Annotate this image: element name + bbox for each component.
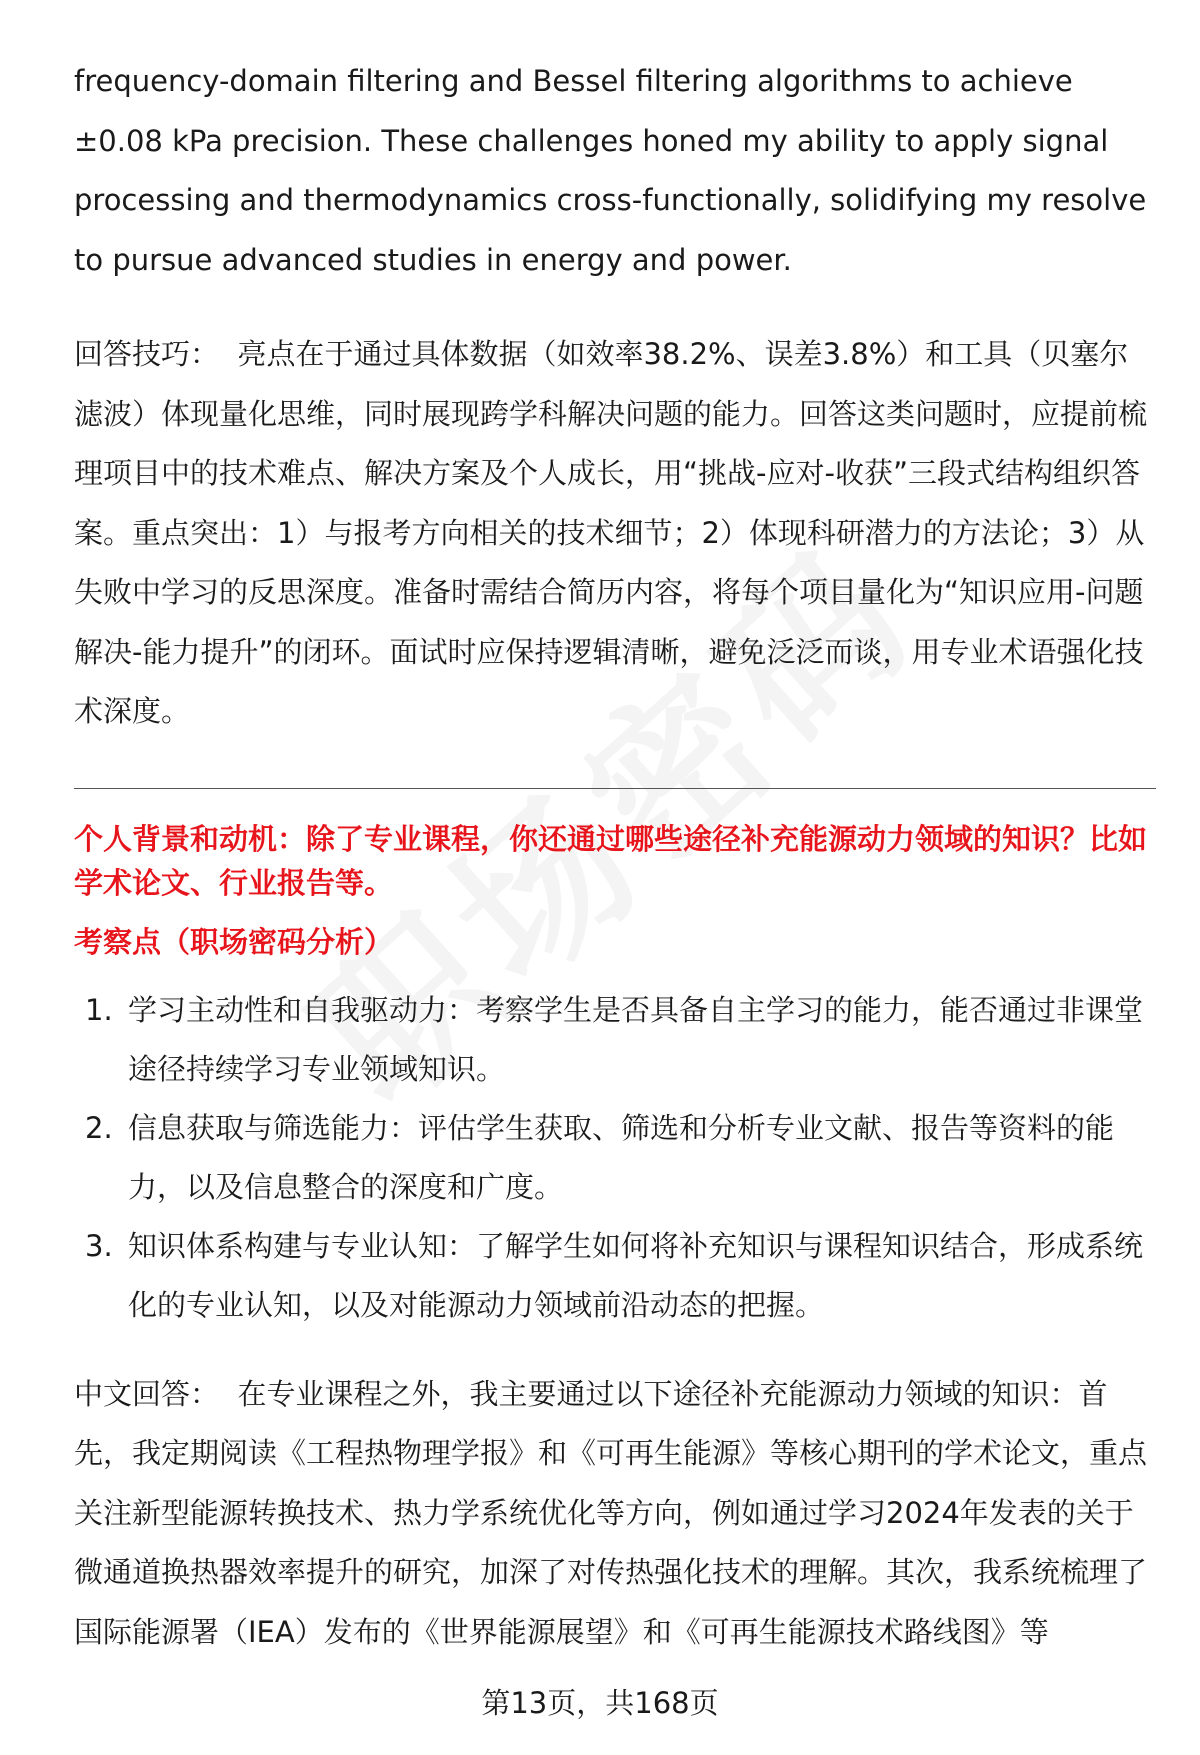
list-item-text: 信息获取与筛选能力：评估学生获取、筛选和分析专业文献、报告等资料的能力，以及信息整合的深度和广度。 bbox=[128, 1110, 1115, 1204]
tip-label: 回答技巧： bbox=[74, 337, 220, 371]
list-item bbox=[74, 981, 1154, 1099]
section-divider bbox=[74, 788, 1156, 789]
assessment-points-list bbox=[74, 981, 1154, 1335]
interview-question: 个人背景和动机：除了专业课程，你还通过哪些途径补充能源动力领域的知识？比如学术论文、行业报告等。 bbox=[74, 821, 1148, 900]
answer-text: 在专业课程之外，我主要通过以下途径补充能源动力领域的知识：首先，我定期阅读《工程热物理学报》和《可再生能源》等核心期刊的学术论文，重点关注新型能源转换技术、热力学系统优化等方向，例如通过学习2024年发表的关于微通道换热器效率提升的研究，加深了对传热强化技术的理解。其次，我系统梳理了国际能源署（IEA）发布的《世界能源展望》和《可再生能源技术路线图》等 bbox=[74, 1376, 1148, 1649]
list-number: 2. bbox=[85, 1110, 113, 1145]
list-number: 3. bbox=[85, 1228, 113, 1263]
chinese-answer-paragraph bbox=[74, 1365, 1154, 1663]
list-item-text: 学习主动性和自我驱动力：考察学生是否具备自主学习的能力，能否通过非课堂途径持续学习专业领域知识。 bbox=[128, 992, 1144, 1086]
list-item bbox=[74, 1099, 1154, 1217]
intro-paragraph: frequency-domain filtering and Bessel filtering algorithms to achieve ±0.08 kPa precision. These challenges honed my ability to apply signal processing and thermodynamics cross-functionally, solidifying my resolve to pursue advanced studies in energy and power. bbox=[74, 64, 1147, 277]
section-title: 考察点（职场密码分析） bbox=[74, 924, 394, 959]
answer-tip-paragraph bbox=[74, 325, 1154, 742]
document-page bbox=[74, 52, 1154, 1662]
answer-label: 中文回答： bbox=[74, 1376, 220, 1411]
list-number: 1. bbox=[85, 992, 113, 1027]
list-item-text: 知识体系构建与专业认知：了解学生如何将补充知识与课程知识结合，形成系统化的专业认知，以及对能源动力领域前沿动态的把握。 bbox=[128, 1228, 1144, 1322]
page-number-footer: 第13页，共168页 bbox=[481, 1686, 719, 1720]
list-item bbox=[74, 1217, 1154, 1335]
tip-text: 亮点在于通过具体数据（如效率38.2%、误差3.8%）和工具（贝塞尔滤波）体现量化思维，同时展现跨学科解决问题的能力。回答这类问题时，应提前梳理项目中的技术难点、解决方案及个人成长，用“挑战-应对-收获”三段式结构组织答案。重点突出：1）与报考方向相关的技术细节；2）体现科研潜力的方法论；3）从失败中学习的反思深度。准备时需结合简历内容，将每个项目量化为“知识应用-问题解决-能力提升”的闭环。面试时应保持逻辑清晰，避免泛泛而谈，用专业术语强化技术深度。 bbox=[74, 337, 1148, 728]
